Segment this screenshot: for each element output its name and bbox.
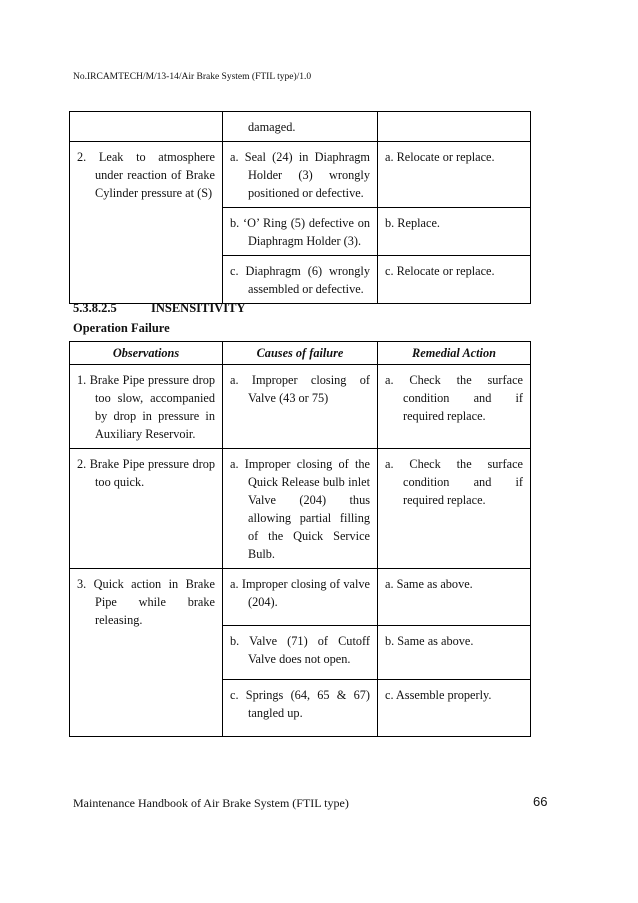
cause-cell: b. ‘O’ Ring (5) defective on Diaphragm Holder (3).: [223, 208, 378, 256]
observation-cell: 2. Brake Pipe pressure drop too quick.: [70, 449, 223, 569]
cause-cell: c. Springs (64, 65 & 67) tangled up.: [223, 680, 378, 737]
insensitivity-table: [69, 341, 531, 737]
table-row: [70, 449, 531, 569]
header-causes: Causes of failure: [223, 342, 378, 365]
observation-cell: 1. Brake Pipe pressure drop too slow, accompanied by drop in pressure in Auxiliary Reservoir.: [70, 365, 223, 449]
table-header-row: [70, 342, 531, 365]
observation-cell: 2. Leak to atmosphere under reaction of Brake Cylinder pressure at (S): [70, 142, 223, 304]
cause-cell: b. Valve (71) of Cutoff Valve does not open.: [223, 626, 378, 680]
table-row: [70, 569, 531, 626]
section-subtitle: Operation Failure: [73, 321, 170, 335]
page-number: 66: [533, 794, 548, 809]
observation-cell: 3. Quick action in Brake Pipe while brake releasing.: [70, 569, 223, 737]
header-remedial: Remedial Action: [378, 342, 531, 365]
header-observations: Observations: [70, 342, 223, 365]
table-row: [70, 142, 531, 208]
table-row: [70, 365, 531, 449]
remedy-cell: c. Relocate or replace.: [378, 256, 531, 304]
table-row: [70, 112, 531, 142]
cause-cell: a. Improper closing of Valve (43 or 75): [223, 365, 378, 449]
remedy-cell: [378, 112, 531, 142]
section-number: 5.3.8.2.5: [73, 301, 117, 315]
observation-cell: [70, 112, 223, 142]
section-title: INSENSITIVITY: [151, 301, 246, 315]
section-heading: [73, 301, 245, 316]
remedy-cell: b. Same as above.: [378, 626, 531, 680]
remedy-cell: b. Replace.: [378, 208, 531, 256]
cause-cell: a. Improper closing of the Quick Release bulb inlet Valve (204) thus allowing partial filling of the Quick Service Bulb.: [223, 449, 378, 569]
document-reference: No.IRCAMTECH/M/13-14/Air Brake System (FTIL type)/1.0: [73, 72, 312, 82]
failure-table-continued: [69, 111, 531, 304]
footer-title: Maintenance Handbook of Air Brake System (FTIL type): [73, 796, 349, 810]
remedy-cell: a. Same as above.: [378, 569, 531, 626]
remedy-cell: c. Assemble properly.: [378, 680, 531, 737]
cause-cell: damaged.: [223, 112, 378, 142]
cause-cell: a. Improper closing of valve (204).: [223, 569, 378, 626]
remedy-cell: a. Relocate or replace.: [378, 142, 531, 208]
remedy-cell: a. Check the surface condition and if required replace.: [378, 365, 531, 449]
remedy-cell: a. Check the surface condition and if required replace.: [378, 449, 531, 569]
cause-cell: a. Seal (24) in Diaphragm Holder (3) wrongly positioned or defective.: [223, 142, 378, 208]
cause-cell: c. Diaphragm (6) wrongly assembled or defective.: [223, 256, 378, 304]
